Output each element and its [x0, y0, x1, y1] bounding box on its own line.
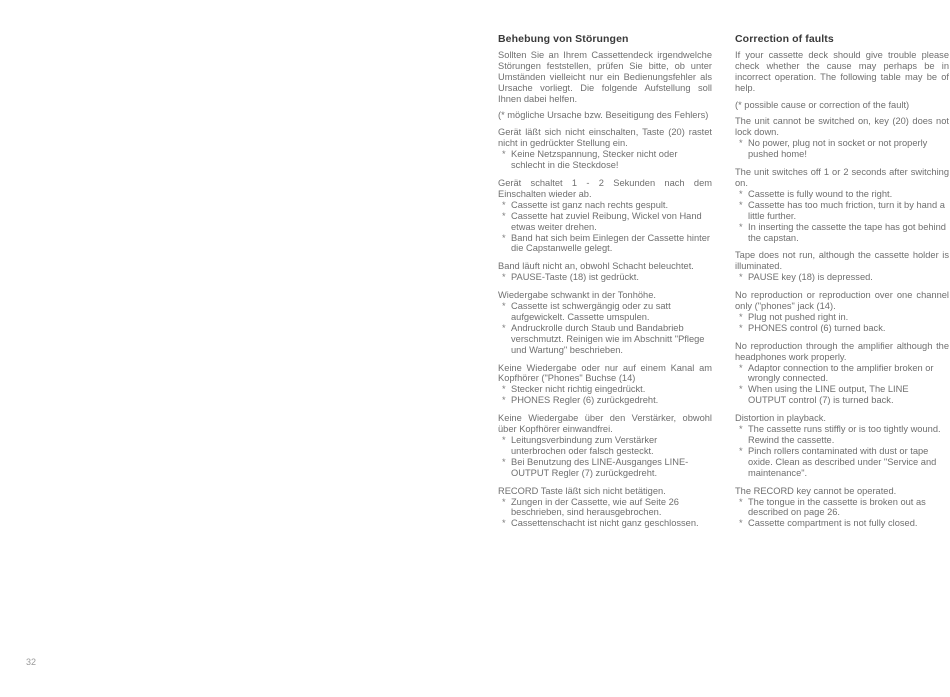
fault-title: The unit cannot be switched on, key (20) does not lock down.: [735, 116, 949, 138]
fault-remedy-list: [735, 424, 949, 479]
fault-remedy-list: [735, 272, 949, 283]
fault-remedy-item: * PAUSE-Taste (18) ist gedrückt.: [498, 272, 712, 283]
fault-remedy-list: [498, 149, 712, 171]
fault-title: Tape does not run, although the cassette holder is illuminated.: [735, 250, 949, 272]
fault-remedy-list: [498, 272, 712, 283]
fault-remedy-list: [735, 363, 949, 407]
fault-remedy-list: [735, 497, 949, 530]
fault-title: No reproduction through the amplifier although the headphones work properly.: [735, 340, 949, 362]
fault-remedy-item: * Keine Netzspannung, Stecker nicht oder schlecht in die Steckdose!: [498, 149, 712, 171]
english-intro: If your cassette deck should give trouble please check whether the cause may perhaps be in incorrect operation. The following table may be of help.: [735, 49, 949, 93]
fault-remedy-item: * Bei Benutzung des LINE-Ausganges LINE-OUTPUT Regler (7) zurückgedreht.: [498, 457, 712, 479]
fault-remedy-item: * Adaptor connection to the amplifier broken or wrongly connected.: [735, 363, 949, 385]
german-intro: Sollten Sie an Ihrem Cassettendeck irgendwelche Störungen feststellen, prüfen Sie bitte, ob unter Umständen vielleicht nur ein Bedienungsfehler als Ursache vorliegt. Die folgende Aufstellung soll Ihnen dabei helfen.: [498, 49, 712, 104]
fault-remedy-item: * Cassette compartment is not fully closed.: [735, 518, 949, 529]
fault-remedy-item: * In inserting the cassette the tape has got behind the capstan.: [735, 222, 949, 244]
english-fault-list: [735, 116, 949, 529]
fault-remedy-item: * PAUSE key (18) is depressed.: [735, 272, 949, 283]
fault-remedy-item: * Pinch rollers contaminated with dust or tape oxide. Clean as described under "Service and maintenance".: [735, 446, 949, 479]
english-column: [735, 34, 949, 536]
german-heading: Behebung von Störungen: [498, 33, 629, 45]
fault-title: The unit switches off 1 or 2 seconds after switching on.: [735, 167, 949, 188]
fault-entry: [735, 250, 949, 283]
german-legend: (* mögliche Ursache bzw. Beseitigung des Fehlers): [498, 110, 709, 121]
fault-title: Keine Wiedergabe über den Verstärker, obwohl über Kopfhörer einwandfrei.: [498, 413, 712, 435]
fault-remedy-item: * Cassette hat zuviel Reibung, Wickel von Hand etwas weiter drehen.: [498, 211, 712, 233]
fault-title: The RECORD key cannot be operated.: [735, 485, 897, 496]
fault-title: Band läuft nicht an, obwohl Schacht beleuchtet.: [498, 261, 694, 272]
fault-entry: [498, 413, 712, 478]
page-number: 32: [26, 657, 37, 667]
fault-title: Keine Wiedergabe oder nur auf einem Kanal am Kopfhörer ("Phones" Buchse (14): [498, 362, 712, 384]
fault-remedy-item: * Cassette ist ganz nach rechts gespult.: [498, 200, 712, 211]
fault-entry: [735, 167, 949, 243]
fault-remedy-item: * Stecker nicht richtig eingedrückt.: [498, 384, 712, 395]
fault-remedy-list: [498, 301, 712, 356]
fault-remedy-item: * PHONES control (6) turned back.: [735, 323, 949, 334]
fault-entry: [498, 290, 712, 355]
fault-entry: [498, 127, 712, 171]
fault-entry: [735, 290, 949, 334]
fault-remedy-item: * Leitungsverbindung zum Verstärker unterbrochen oder falsch gesteckt.: [498, 435, 712, 457]
fault-remedy-item: * Cassettenschacht ist nicht ganz geschlossen.: [498, 518, 712, 529]
fault-remedy-item: * Cassette ist schwergängig oder zu satt aufgewickelt. Cassette umspulen.: [498, 301, 712, 323]
fault-title: Gerät schaltet 1 - 2 Sekunden nach dem Einschalten wieder ab.: [498, 177, 712, 199]
fault-remedy-list: [498, 200, 712, 255]
fault-entry: [498, 363, 712, 407]
fault-entry: [735, 413, 949, 478]
german-fault-list: [498, 127, 712, 529]
fault-title: No reproduction or reproduction over one channel only ("phones" jack (14).: [735, 290, 949, 312]
fault-remedy-item: * Plug not pushed right in.: [735, 312, 949, 323]
fault-entry: [498, 486, 712, 530]
fault-remedy-item: * When using the LINE output, The LINE OUTPUT control (7) is turned back.: [735, 384, 949, 406]
fault-remedy-item: * The tongue in the cassette is broken out as described on page 26.: [735, 497, 949, 519]
fault-remedy-item: * PHONES Regler (6) zurückgedreht.: [498, 395, 712, 406]
fault-entry: [735, 486, 949, 530]
fault-entry: [735, 116, 949, 160]
fault-remedy-item: * The cassette runs stiffly or is too tightly wound. Rewind the cassette.: [735, 424, 949, 446]
fault-entry: [498, 178, 712, 254]
fault-entry: [735, 341, 949, 406]
german-column: [498, 34, 712, 536]
fault-remedy-list: [498, 384, 712, 406]
fault-remedy-item: * Cassette is fully wound to the right.: [735, 189, 949, 200]
fault-title: Gerät läßt sich nicht einschalten, Taste (20) rastet nicht in gedrückter Stellung ein.: [498, 127, 712, 149]
fault-remedy-list: [498, 497, 712, 530]
fault-remedy-item: * Andruckrolle durch Staub und Bandabrieb verschmutzt. Reinigen wie im Abschnitt "Pflege und Wartung" beschrieben.: [498, 323, 712, 356]
fault-remedy-list: [498, 435, 712, 479]
fault-remedy-list: [735, 138, 949, 160]
fault-remedy-list: [735, 312, 949, 334]
fault-remedy-list: [735, 189, 949, 244]
fault-title: RECORD Taste läßt sich nicht betätigen.: [498, 485, 666, 496]
fault-remedy-item: * Zungen in der Cassette, wie auf Seite 26 beschrieben, sind herausgebrochen.: [498, 497, 712, 519]
fault-remedy-item: * Band hat sich beim Einlegen der Cassette hinter die Capstanwelle gelegt.: [498, 233, 712, 255]
fault-entry: [498, 261, 712, 283]
english-heading: Correction of faults: [735, 33, 834, 45]
english-legend: (* possible cause or correction of the fault): [735, 99, 910, 110]
fault-title: Distortion in playback.: [735, 413, 826, 424]
fault-remedy-item: * No power, plug not in socket or not properly pushed home!: [735, 138, 949, 160]
fault-remedy-item: * Cassette has too much friction, turn it by hand a little further.: [735, 200, 949, 222]
fault-title: Wiedergabe schwankt in der Tonhöhe.: [498, 290, 656, 301]
